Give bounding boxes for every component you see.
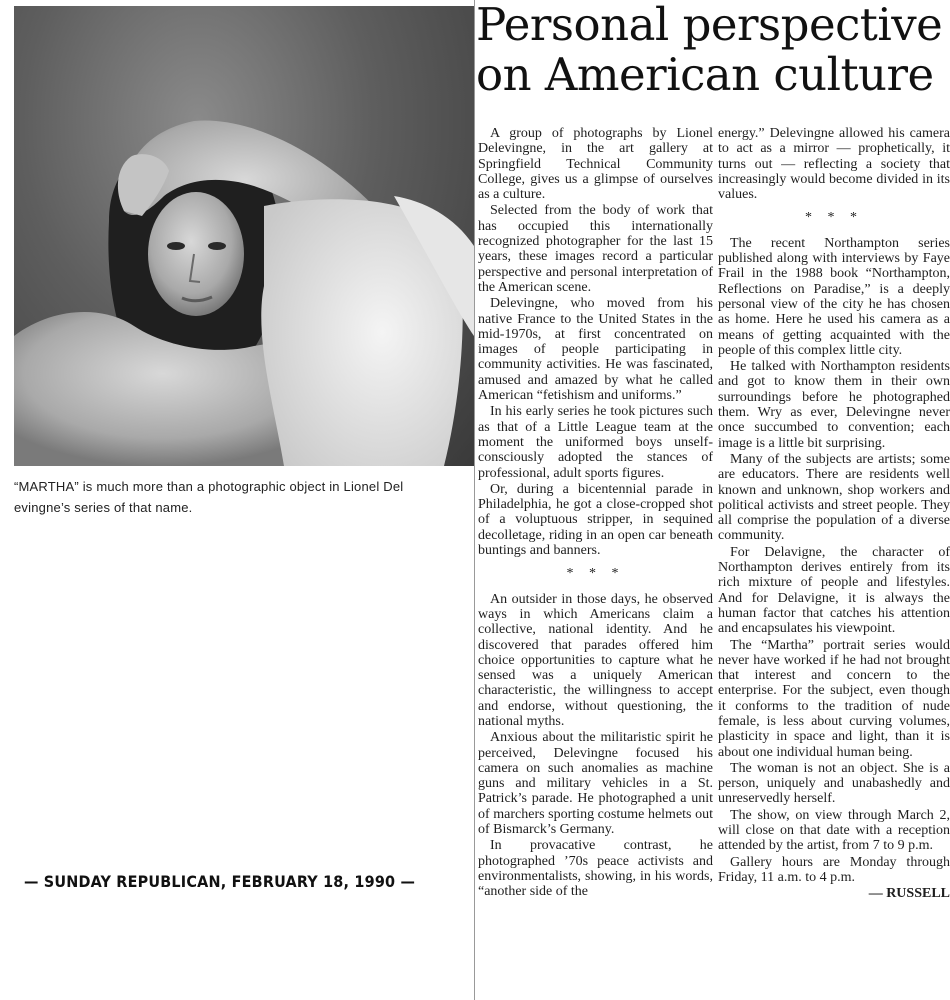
paragraph: The recent Northampton series published along with interviews by Faye Frail in the 1988 book “Northampton, Reflections on Paradise,” is a deeply personal view of the city he has chosen as home. Here he used his camera as a means of getting acquainted with the people of this complex little city. xyxy=(718,235,950,358)
paragraph: The show, on view through March 2, will close on that date with a reception attended by the artist, from 7 to 9 p.m. xyxy=(718,807,950,854)
paragraph: In provacative contrast, he photographed ’70s peace activists and environmentalists, showing, in his words, “another side of the xyxy=(478,838,713,900)
paragraph: Gallery hours are Monday through Friday, 11 a.m. to 4 p.m. xyxy=(718,854,950,885)
paragraph: A group of photographs by Lionel Delevingne, in the art gallery at Springfield Technical Community College, gives us a glimpse of ourselves as a culture. xyxy=(478,126,713,203)
article-column-2 xyxy=(718,126,950,903)
paragraph: For Delavigne, the character of Northampton derives entirely from its rich mixture of people and lifestyles. And for Delavigne, it is always the human factor that catches his attention and encapsulates his viewpoint. xyxy=(718,544,950,637)
paragraph: In his early series he took pictures such as that of a Little League team at the moment the uniformed boys unself-consciously adopted the stances of professional, adult sports figures. xyxy=(478,404,713,481)
paragraph: An outsider in those days, he observed ways in which Americans claim a collective, national identity. And he discovered that parades offered him choice opportunities to capture what he sensed was a uniquely American characteristic, the willingness to accept and endorse, without questioning, the national myths. xyxy=(478,591,713,729)
caption-line: “MARTHA” is much more than a photographic object in Lionel Del xyxy=(14,479,404,494)
paragraph: He talked with Northampton residents and got to know them in their own surroundings before he photographed them. Wry as ever, Delevingne never once succumbed to convention; each image is a little bit surprising. xyxy=(718,359,950,451)
paragraph: Or, during a bicentennial parade in Philadelphia, he got a close-cropped shot of a voluptuous stripper, in sequined decolletage, riding in an open car beneath buntings and banners. xyxy=(478,481,713,559)
paragraph: Many of the subjects are artists; some are educators. There are residents well known and unknown, shop workers and political activists and street people. They all comprise the population of a diverse community. xyxy=(718,451,950,544)
article-column-1 xyxy=(478,126,713,901)
section-break: * * * xyxy=(566,566,625,582)
paragraph: energy.” Delevingne allowed his camera to act as a mirror — prophetically, it turns out — reflecting a society that increasingly would become divided in its values. xyxy=(718,126,950,203)
portrait-photo xyxy=(14,6,474,466)
column-divider xyxy=(474,0,475,1000)
section-break: * * * xyxy=(805,210,863,226)
paragraph: Anxious about the militaristic spirit he perceived, Delevingne focused his camera on such anomalies as machine guns and military vehicles in a St. Patrick’s parade. He photographed a unit of marchers sporting costume helmets out of Bismarck’s Germany. xyxy=(478,730,713,838)
paragraph: Delevingne, who moved from his native France to the United States in the mid-1970s, at first concentrated on images of people participating in community activities. He was fascinated, amused and amazed by what he called American “fetishism and uniforms.” xyxy=(478,296,713,404)
caption-line: evingne’s series of that name. xyxy=(14,500,193,515)
publication-dateline: — SUNDAY REPUBLICAN, FEBRUARY 18, 1990 — xyxy=(24,872,416,891)
author-signature: — RUSSELL xyxy=(868,886,950,902)
headline-line: on American culture xyxy=(476,48,934,101)
portrait-illustration xyxy=(14,6,474,466)
headline xyxy=(476,0,946,100)
paragraph: Selected from the body of work that has occupied this internationally recognized photographer for the last 15 years, these images record a particular perspective and personal interpretation of the American scene. xyxy=(478,203,713,295)
headline-line: Personal perspective xyxy=(476,0,943,51)
photo-caption xyxy=(14,476,479,518)
paragraph: The woman is not an object. She is a person, uniquely and unabashedly and unreservedly herself. xyxy=(718,760,950,807)
paragraph: The “Martha” portrait series would never have worked if he had not brought that interest and concern to the enterprise. For the subject, even though it conforms to the tradition of nude female, is less about curving volumes, plasticity in space and light, than it is about one individual human being. xyxy=(718,637,950,760)
